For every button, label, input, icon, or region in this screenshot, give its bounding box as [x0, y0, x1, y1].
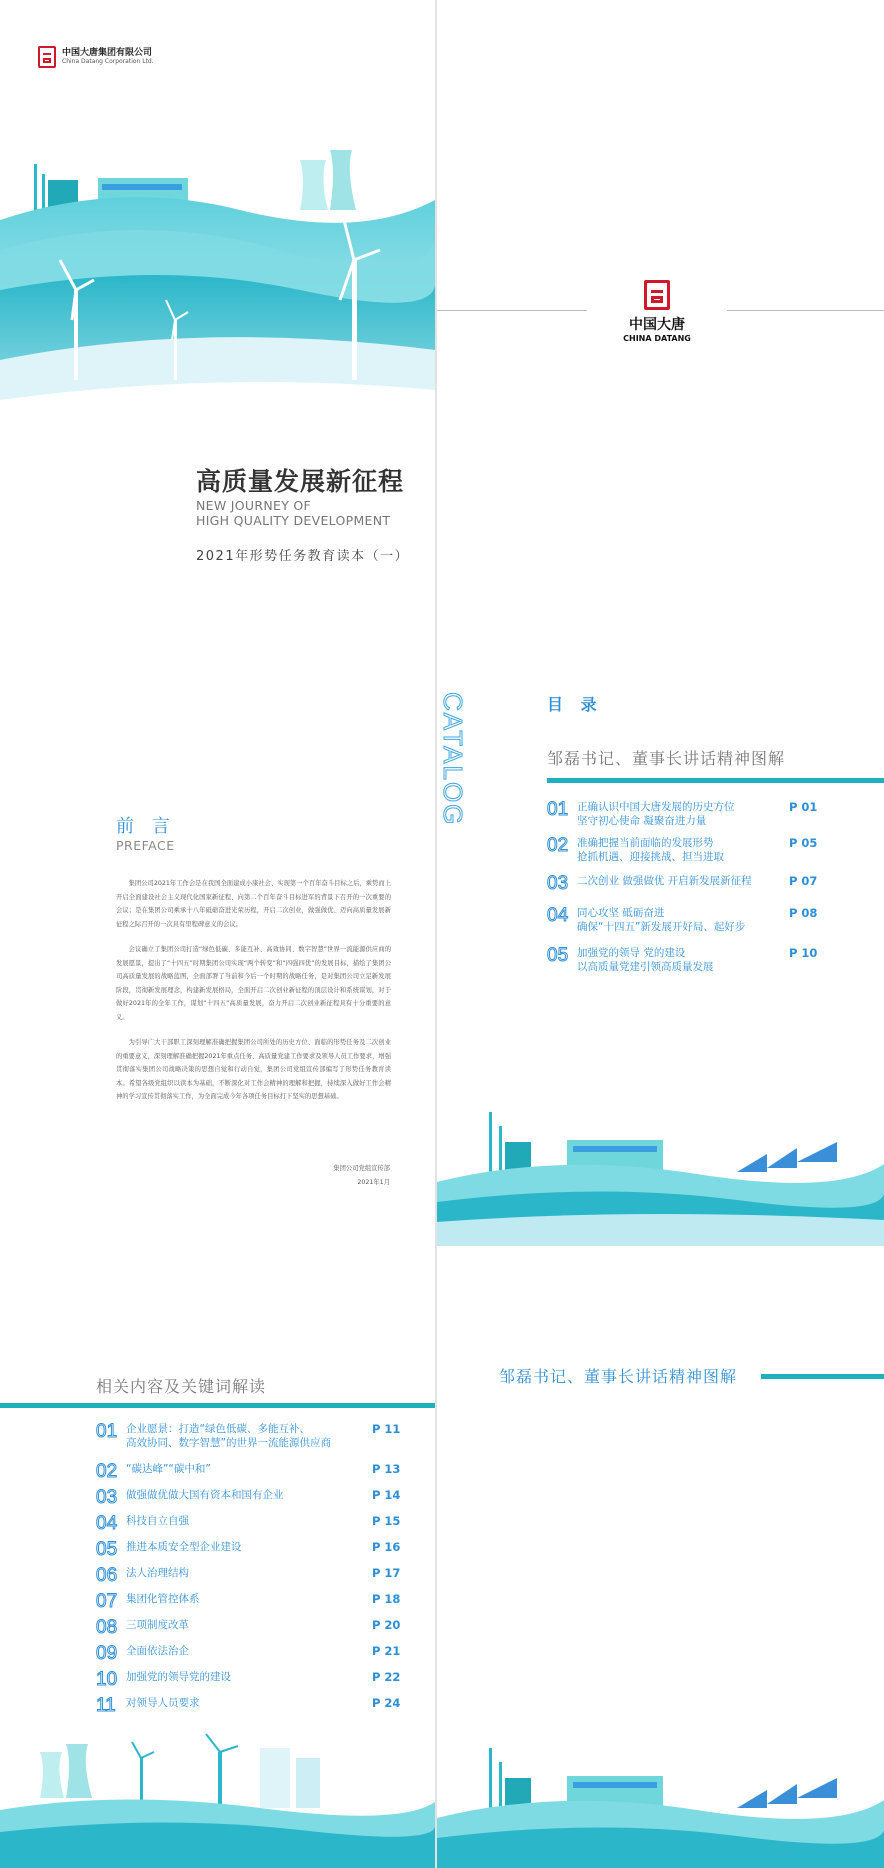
preface-paragraph: 集团公司2021年工作会是在我国全面建成小康社会、实现第一个百年奋斗目标之后，乘势而上开启全面建设社会主义现代化国家新征程、向第二个百年奋斗目标进军的背景下召开的一次重要的会议；是在集团公司乘承十八年砥砺奋进光荣历程，开启二次创业，做强做优、迈向高质量发展新征程之际召开的一次具有里程碑意义的会议。	[116, 880, 391, 928]
toc-item-number: 04	[547, 905, 569, 926]
logo-name-cn: 中国大唐集团有限公司	[62, 48, 153, 58]
keyword-item[interactable]	[96, 1566, 189, 1586]
toc-item-page: P 05	[789, 836, 818, 850]
keyword-item-page: P 22	[372, 1670, 401, 1684]
keyword-item-page: P 15	[372, 1514, 401, 1528]
toc-item-number: 03	[547, 873, 569, 894]
toc-section-bar	[547, 778, 884, 783]
datang-logo-icon	[38, 46, 56, 68]
section-landscape-illustration	[437, 1738, 884, 1868]
toc-item[interactable]	[547, 800, 735, 828]
keyword-item-page: P 13	[372, 1462, 401, 1476]
toc-item-title: 正确认识中国大唐发展的历史方位 坚守初心使命 凝聚奋进力量	[577, 801, 735, 827]
keyword-item-title: 全面依法治企	[126, 1645, 189, 1657]
signature-org: 集团公司党组宣传部	[333, 1165, 390, 1172]
keyword-item-page: P 21	[372, 1644, 401, 1658]
keyword-item-number: 03	[96, 1487, 118, 1508]
toc-item-page: P 07	[789, 874, 818, 888]
preface-body	[116, 877, 391, 1116]
keyword-item[interactable]	[96, 1462, 211, 1482]
signature-date: 2021年1月	[357, 1179, 390, 1186]
toc-item-page: P 10	[789, 946, 818, 960]
toc-item[interactable]	[547, 906, 745, 934]
keyword-item[interactable]	[96, 1422, 331, 1450]
cover-title: 高质量发展新征程	[196, 467, 405, 496]
keyword-item[interactable]	[96, 1488, 284, 1508]
keyword-item-title: 做强做优做大国有资本和国有企业	[126, 1489, 284, 1501]
toc-item-title: 同心攻坚 砥砺奋进 确保“十四五”新发展开好局、起好步	[577, 907, 746, 933]
toc-item[interactable]	[547, 836, 724, 864]
keywords-page	[0, 1248, 435, 1868]
keyword-item-page: P 16	[372, 1540, 401, 1554]
catalog-landscape-illustration	[437, 1102, 884, 1246]
keyword-item-number: 04	[96, 1513, 118, 1534]
toc-item-page: P 01	[789, 800, 818, 814]
keyword-item-page: P 20	[372, 1618, 401, 1632]
section-page	[437, 1248, 884, 1868]
keyword-item[interactable]	[96, 1618, 189, 1638]
keyword-item-title: 三项制度改革	[126, 1619, 189, 1631]
keyword-item[interactable]	[96, 1592, 200, 1612]
keyword-item-number: 08	[96, 1617, 118, 1638]
logo-page	[437, 0, 884, 620]
toc-title: 目 录	[547, 695, 603, 714]
toc-section-heading: 邹磊书记、董事长讲话精神图解	[547, 749, 786, 768]
keyword-item[interactable]	[96, 1514, 189, 1534]
keyword-item-page: P 11	[372, 1422, 401, 1436]
cover-title-en-line2: HIGH QUALITY DEVELOPMENT	[196, 513, 391, 528]
keyword-item-number: 10	[96, 1669, 118, 1690]
keyword-item-title: 集团化管控体系	[126, 1593, 200, 1605]
divider-right	[727, 310, 884, 311]
toc-item-page: P 08	[789, 906, 818, 920]
divider-left	[437, 310, 587, 311]
preface-title-en: PREFACE	[116, 838, 175, 853]
keyword-item-title: 加强党的领导党的建设	[126, 1671, 231, 1683]
preface-signature	[250, 1162, 390, 1190]
toc-item[interactable]	[547, 946, 714, 974]
cover-title-en-line1: NEW JOURNEY OF	[196, 498, 312, 513]
cover-page	[0, 0, 435, 620]
keyword-item[interactable]	[96, 1670, 231, 1690]
keyword-item-title: 对领导人员要求	[126, 1697, 200, 1709]
toc-item-number: 02	[547, 835, 569, 856]
keyword-item-number: 11	[96, 1695, 116, 1716]
keywords-landscape-illustration	[0, 1728, 435, 1868]
cover-title-en	[196, 498, 390, 528]
keywords-section-bar	[0, 1403, 435, 1408]
section-page-bar	[761, 1374, 884, 1379]
logo-cn: 中国大唐	[629, 317, 685, 333]
preface-page	[0, 622, 435, 1246]
datang-logo-icon	[644, 280, 670, 310]
toc-item-number: 01	[547, 799, 569, 820]
keyword-item-number: 07	[96, 1591, 118, 1612]
keyword-item[interactable]	[96, 1644, 189, 1664]
keyword-item-page: P 18	[372, 1592, 401, 1606]
company-logo	[38, 46, 154, 68]
cover-subtitle: 2021年形势任务教育读本（一）	[196, 549, 410, 564]
toc-item-title: 准确把握当前面临的发展形势 抢抓机遇、迎接挑战、担当进取	[577, 837, 724, 863]
keyword-item-title: “碳达峰”“碳中和”	[126, 1463, 211, 1475]
keywords-section-heading: 相关内容及关键词解读	[96, 1377, 267, 1396]
keyword-item-page: P 24	[372, 1696, 401, 1710]
keyword-item-number: 09	[96, 1643, 118, 1664]
catalog-vertical-heading: CATALOG	[438, 692, 468, 827]
datang-logo	[607, 280, 707, 343]
keyword-item-number: 05	[96, 1539, 118, 1560]
logo-en: CHINA DATANG	[623, 334, 691, 343]
catalog-page	[437, 622, 884, 1246]
keyword-item-page: P 17	[372, 1566, 401, 1580]
keyword-item[interactable]	[96, 1696, 200, 1716]
keyword-item-title: 科技自立自强	[126, 1515, 189, 1527]
toc-item[interactable]	[547, 874, 752, 894]
keyword-item-number: 02	[96, 1461, 118, 1482]
preface-title: 前 言	[116, 816, 176, 837]
toc-item-title: 加强党的领导 党的建设 以高质量党建引领高质量发展	[577, 947, 714, 973]
keyword-item-number: 06	[96, 1565, 118, 1586]
keyword-item-title: 法人治理结构	[126, 1567, 189, 1579]
keyword-item[interactable]	[96, 1540, 242, 1560]
preface-paragraph: 会议确立了集团公司打造“绿色低碳、多能互补、高效协同、数字智慧”世界一流能源供应商的发展愿景，提出了“十四五”时期集团公司实现“两个转变”和“四强四优”的发展目标，描绘了集团公司高质量发展的战略蓝图，全面部署了当前和今后一个时期的战略任务，是对集团公司立足新发展阶段，贯彻新发展理念，构建新发展格局，全面开启二次创业新征程的顶层设计和系统谋划，对于做好2021年的全年工作，谋划“十四五”高质量发展，奋力开启二次创业新征程具有十分重要的意义。	[116, 946, 391, 1021]
toc-item-number: 05	[547, 945, 569, 966]
section-page-title: 邹磊书记、董事长讲话精神图解	[499, 1367, 738, 1386]
toc-item-title: 二次创业 做强做优 开启新发展新征程	[577, 875, 752, 887]
logo-name-en: China Datang Corporation Ltd.	[62, 58, 154, 65]
keyword-item-title: 企业愿景：打造“绿色低碳、多能互补、 高效协同、数字智慧”的世界一流能源供应商	[126, 1423, 331, 1449]
keyword-item-number: 01	[96, 1421, 118, 1442]
preface-paragraph: 为引导广大干部职工深刻理解准确把握集团公司所处的历史方位、面临的形势任务及二次创业的重要意义，深刻理解准确把握2021年重点任务、高质量党建工作要求及领导人员工作要求，增强贯彻落实集团公司战略决策的思想自觉和行动自觉，集团公司党组宣传部编写了形势任务教育读本。希望各级党组织以读本为基础，不断深化对工作会精神的理解和把握，持续深入做好工作会精神的学习宣传贯彻落实工作，为全面完成今年各项任务目标打下坚实的思想基础。	[116, 1039, 391, 1100]
cover-landscape-illustration	[0, 140, 435, 460]
keyword-item-title: 推进本质安全型企业建设	[126, 1541, 242, 1553]
keyword-item-page: P 14	[372, 1488, 401, 1502]
